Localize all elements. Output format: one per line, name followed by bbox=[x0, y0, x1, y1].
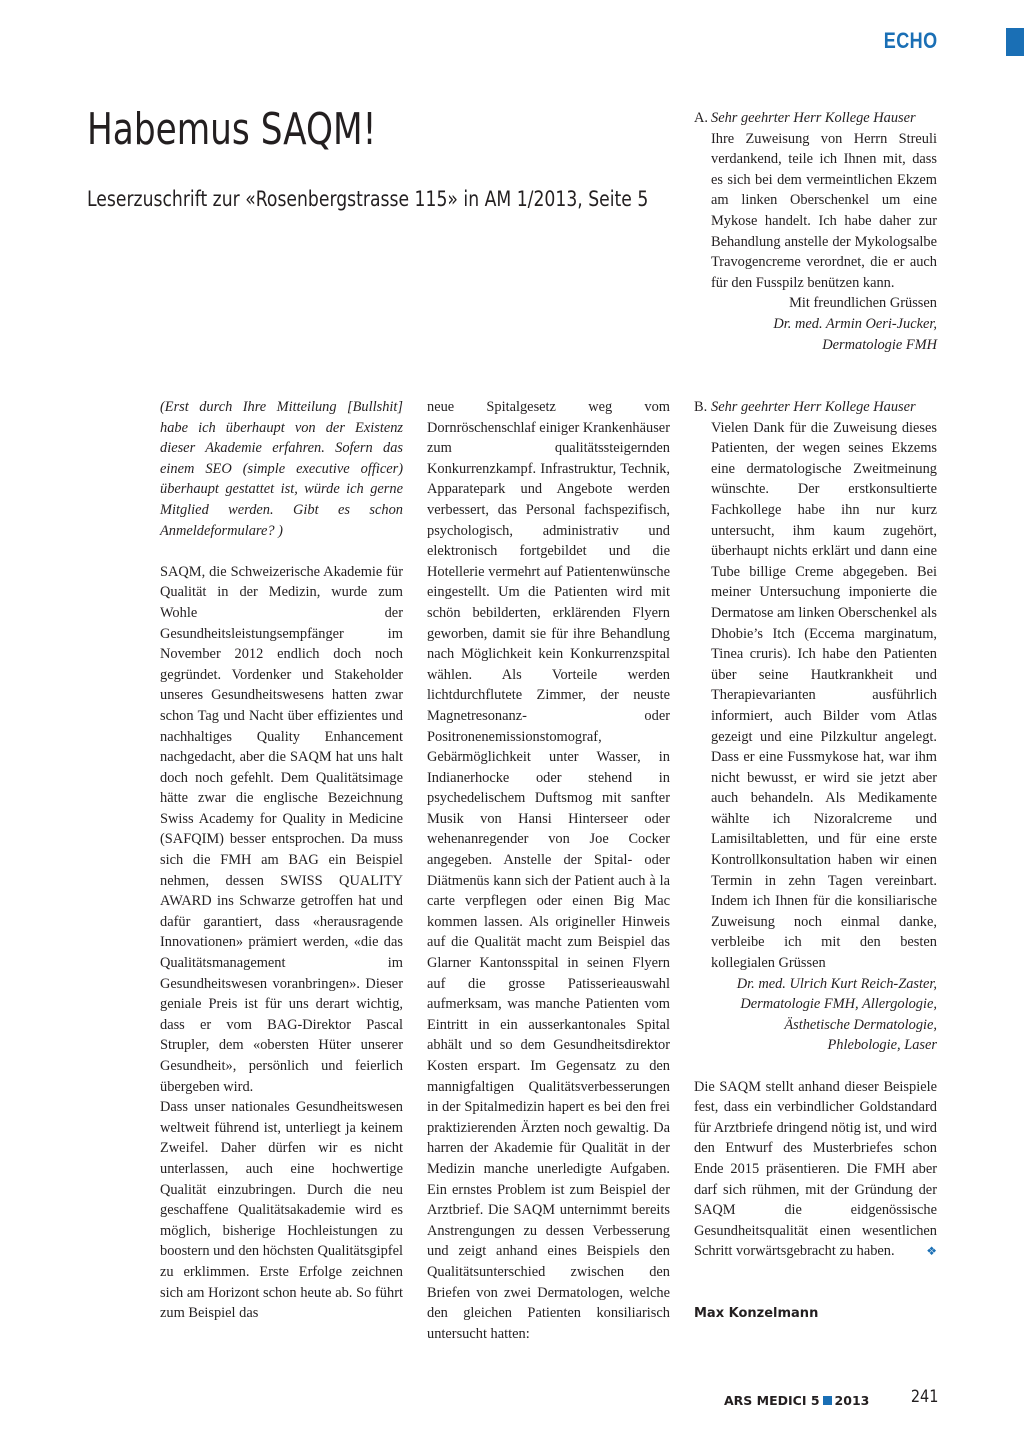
letter-a-closing: Mit freundlichen Grüssen bbox=[789, 295, 937, 312]
letter-a-signature-title: Dermatologie FMH bbox=[822, 336, 937, 353]
letter-a-salutation: Sehr geehrter Herr Kollege Hauser bbox=[711, 110, 916, 126]
letter-b-signature-line-2: Dermatologie FMH, Allergologie, bbox=[740, 996, 937, 1013]
section-label: ECHO bbox=[884, 28, 938, 53]
conclusion-paragraph bbox=[694, 1077, 937, 1262]
author-name: Max Konzelmann bbox=[694, 1306, 819, 1321]
column-1 bbox=[160, 397, 403, 1324]
letter-b-marker: B. bbox=[694, 399, 708, 415]
letter-a-text: Ihre Zuweisung von Herrn Streuli verdankend, teile ich Ihnen mit, dass es sich bei dem vermeintlichen Ekzem am linken Oberschenkel um eine Mykose handelt. Ich habe daher zur Behandlung anstelle der Mykologsalbe Travogencreme verordnet, die er auch für den Fusspilz benützen kann. bbox=[711, 130, 937, 291]
body-paragraph-2: Dass unser nationales Gesundheitswesen weltweit führend ist, unterliegt ja keinem Zweifel. Daher dürfen wir es nicht unterlassen, auch eine hochwertige Qualität einzubringen. Durch die neu geschaffene Qualitätsakademie wird es möglich, bisherige Hochleistungen zu boostern und den höchsten Qualitätsgipfel zu erklimmen. Erste Erfolge zeichnen sich am Horizont schon heute ab. So führt zum Beispiel das bbox=[160, 1099, 403, 1322]
letter-a bbox=[694, 108, 937, 355]
body-paragraph-3: neue Spitalgesetz weg vom Dornröschenschlaf einiger Krankenhäuser zum qualitätssteigernden Konkurrenzkampf. Infrastruktur, Technik, Apparatepark und Angebote werden verbessert, das Personal fachspezifisch, psychologisch, administrativ und elektronisch fortgebildet und die Hotellerie vermehrt auf Patientenwünsche eingestellt. Um die Patienten wird mit schön bebilderten, erklärenden Flyern geworben, damit sie für ihre Behandlung nach Möglichkeit kein Konkurrenzspital wählen. Als Vorteile werden lichtdurchflutete Zimmer, der neuste Magnetresonanz- oder Positronenemissionstomograf, Gebärmöglichkeit unter Wasser, in Indianerhocke oder stehend in psychedelischem Duftsmog mit sanfter Musik von Hansi Hinterseer oder wehenanregender von Joe Cocker angegeben. Anstelle der Spital- oder Diätmenüs kann sich der Patient auch à la carte verpflegen oder einen Big Mac kommen lassen. Als origineller Hinweis auf die Qualität macht zum Beispiel das Glarner Kantonsspital in seinen Flyern auf die grosse Patisserieauswahl aufmerksam, was manche Patienten vom Eintritt in ein ausserkantonales Spital abhält und so dem Gesundheitsdirektor Kosten erspart. Im Gegensatz zu den mannigfaltigen Qualitätsverbesserungen in der Spitalmedizin hapert es bei den frei praktizierenden Ärzten noch gewaltig. Da harren der Akademie für Qualität in der Medizin manche unerledigte Aufgaben. Ein ernstes Problem ist zum Beispiel der Arztbrief. Die SAQM unternimmt bereits Anstrengungen zu dessen Verbesserung und zeigt anhand eines Beispiels den Qualitätsunterschied zwischen den Briefen von zwei Dermatologen, welche den gleichen Patienten konsiliarisch untersucht hatten: bbox=[427, 399, 670, 1342]
letter-a-signature-name: Dr. med. Armin Oeri-Jucker, bbox=[773, 315, 937, 332]
footer-square-icon bbox=[823, 1396, 832, 1405]
footer-magazine bbox=[724, 1393, 869, 1408]
letter-b-signature-line-4: Phlebologie, Laser bbox=[827, 1037, 937, 1054]
letter-b-text: Vielen Dank für die Zuweisung dieses Patienten, der wegen seines Ekzems eine dermatologische Zweitmeinung wünschte. Der erstkonsultierte Fachkollege habe ihn nur kurz untersucht, ihm kaum zugehört, überhaupt nichts erklärt und dann eine Tube billige Creme abgegeben. Bei meiner Untersuchung imponierte die Dermatose am linken Oberschenkel als Dhobie’s Itch (Eccema marginatum, Tinea cruris). Ich habe den Patienten über seine Hautkrankheit und Therapievarianten ausführlich informiert, auch Bilder vom Atlas gezeigt und eine Pilzkultur angelegt. Dass er eine Fussmykose hat, war ihm nicht bewusst, er wird sie jetzt aber auch behandeln. Als Medikamente wählte ich Nizoralcreme und Lamisiltabletten, und für eine erste Kontrollkonsultation haben wir einen Termin in zehn Tagen vereinbart. Indem ich Ihnen für die konsiliarische Zuweisung noch einmal danke, verbleibe ich mit den besten kollegialen Grüssen bbox=[711, 419, 937, 972]
page-number: 241 bbox=[910, 1387, 938, 1407]
body-paragraph-1: SAQM, die Schweizerische Akademie für Qualität in der Medizin, wurde zum Wohle der Gesundheitsleistungsempfänger im November 2012 endlich doch noch gegründet. Vordenker und Stakeholder unseres Gesundheitswesens hatten zwar schon Tag und Nacht über effizientes und nachhaltiges Quality Enhancement nachgedacht, aber die SAQM hat uns halt doch noch gefehlt. Dem Qualitätsimage hätte zwar die englische Bezeichnung Swiss Academy for Quality in Medicine (SAFQIM) besser entsprochen. Da muss sich die FMH am BAG ein Beispiel nehmen, dessen SWISS QUALITY AWARD ins Schwarze getroffen hat und dafür garantiert, dass «herausragende Innovationen» prämiert werden, «die das Qualitätsmanagement im Gesundheitswesen voranbringen». Dieser geniale Preis ist für uns derart wichtig, dass er vom BAG-Direktor Pascal Strupler, dem «obersten Hüter unserer Gesundheit», persönlich und feierlich übergeben wird. bbox=[160, 563, 403, 1095]
letter-b-signature-name: Dr. med. Ulrich Kurt Reich-Zaster, bbox=[736, 975, 937, 992]
letter-b-signature-line-3: Ästhetische Dermatologie, bbox=[784, 1016, 937, 1033]
intro-paragraph: (Erst durch Ihre Mitteilung [Bullshit] habe ich überhaupt von der Existenz dieser Akademie erfahren. Sofern das einem SEO (simple executive officer) überhaupt gestattet ist, würde ich gerne Mitglied werden. Gibt es schon Anmeldeformulare? ) bbox=[160, 399, 403, 539]
section-color-block bbox=[1006, 28, 1024, 56]
article-title: Habemus SAQM! bbox=[87, 104, 377, 155]
letter-a-marker: A. bbox=[694, 110, 708, 126]
letter-b-salutation: Sehr geehrter Herr Kollege Hauser bbox=[711, 399, 916, 415]
footer-magazine-name: ARS MEDICI 5 bbox=[724, 1393, 820, 1408]
footer-year: 2013 bbox=[834, 1393, 870, 1408]
column-3 bbox=[694, 397, 937, 1262]
end-mark-icon: ❖ bbox=[926, 1244, 937, 1259]
conclusion-text: Die SAQM stellt anhand dieser Beispiele fest, dass ein verbindlicher Goldstandard für Arztbriefe dringend nötig ist, und wird den Entwurf des Musterbriefes schon Ende 2015 präsentieren. Die FMH aber darf sich rühmen, mit der Gründung der SAQM die eidgenössische Gesundheitsqualität einen wesentlichen Schritt vorwärtsgebracht zu haben. bbox=[694, 1078, 937, 1260]
article-subtitle: Leserzuschrift zur «Rosenbergstrasse 115» in AM 1/2013, Seite 5 bbox=[87, 187, 649, 211]
column-2 bbox=[427, 397, 670, 1344]
